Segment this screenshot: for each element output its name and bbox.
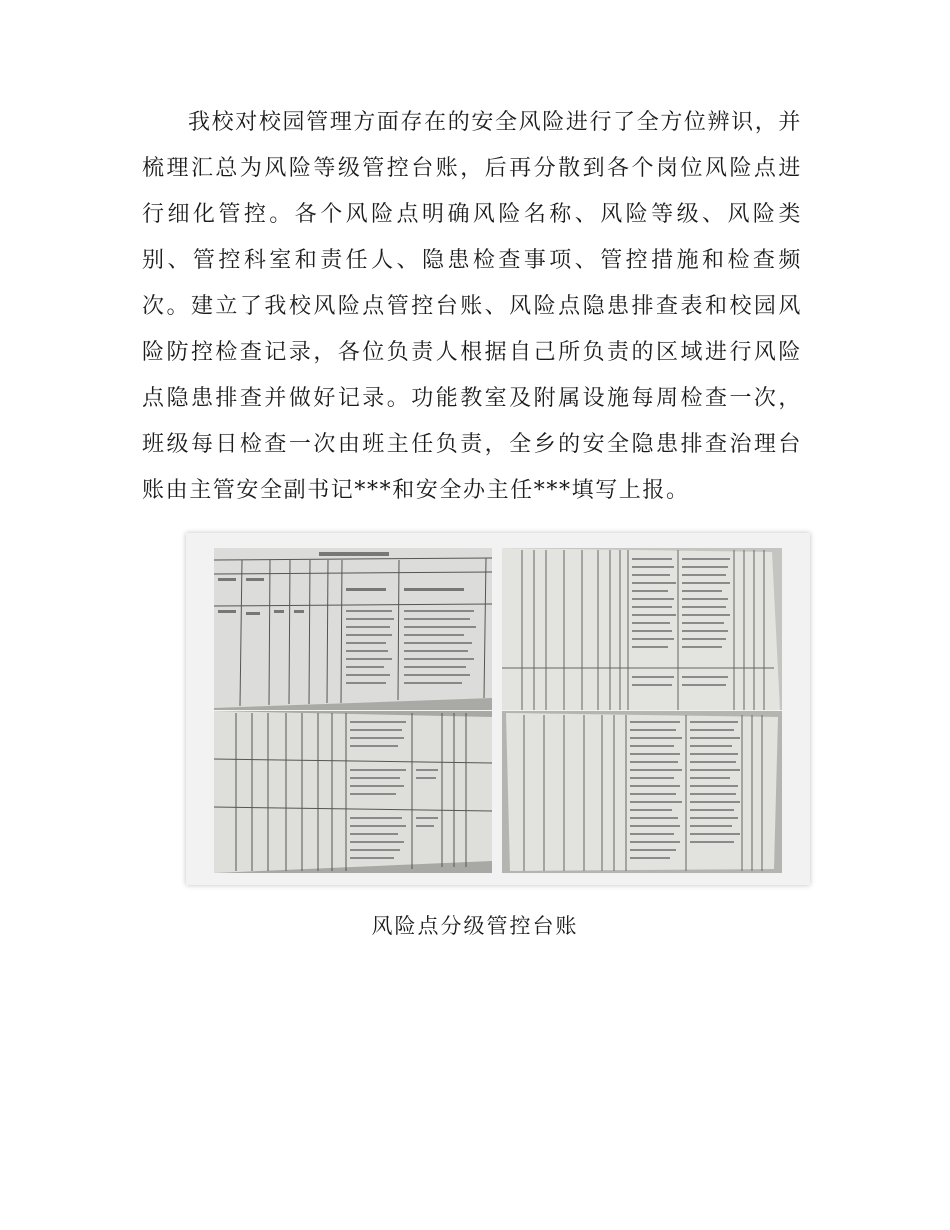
ledger-photo-2 xyxy=(502,548,782,710)
ledger-photo-3 xyxy=(214,711,492,873)
figure-caption: 风险点分级管控台账 xyxy=(371,914,579,938)
body-paragraph: 我校对校园管理方面存在的安全风险进行了全方位辨识，并梳理汇总为风险等级管控台账，后再分散到各个岗位风险点进行细化管控。各个风险点明确风险名称、风险等级、风险类别、管控科室和责任人、隐患检查事项、管控措施和检查频次。建立了我校风险点管控台账、风险点隐患排查表和校园风险防控检查记录，各位负责人根据自己所负责的区域进行风险点隐患排查并做好记录。功能教室及附属设施每周检查一次，班级每日检查一次由班主任负责，全乡的安全隐患排查治理台账由主管安全副书记***和安全办主任***填写上报。 xyxy=(142,110,802,503)
ledger-photo-collage xyxy=(186,533,810,885)
ledger-photo-1 xyxy=(214,548,492,710)
ledger-photo-4 xyxy=(502,711,782,873)
